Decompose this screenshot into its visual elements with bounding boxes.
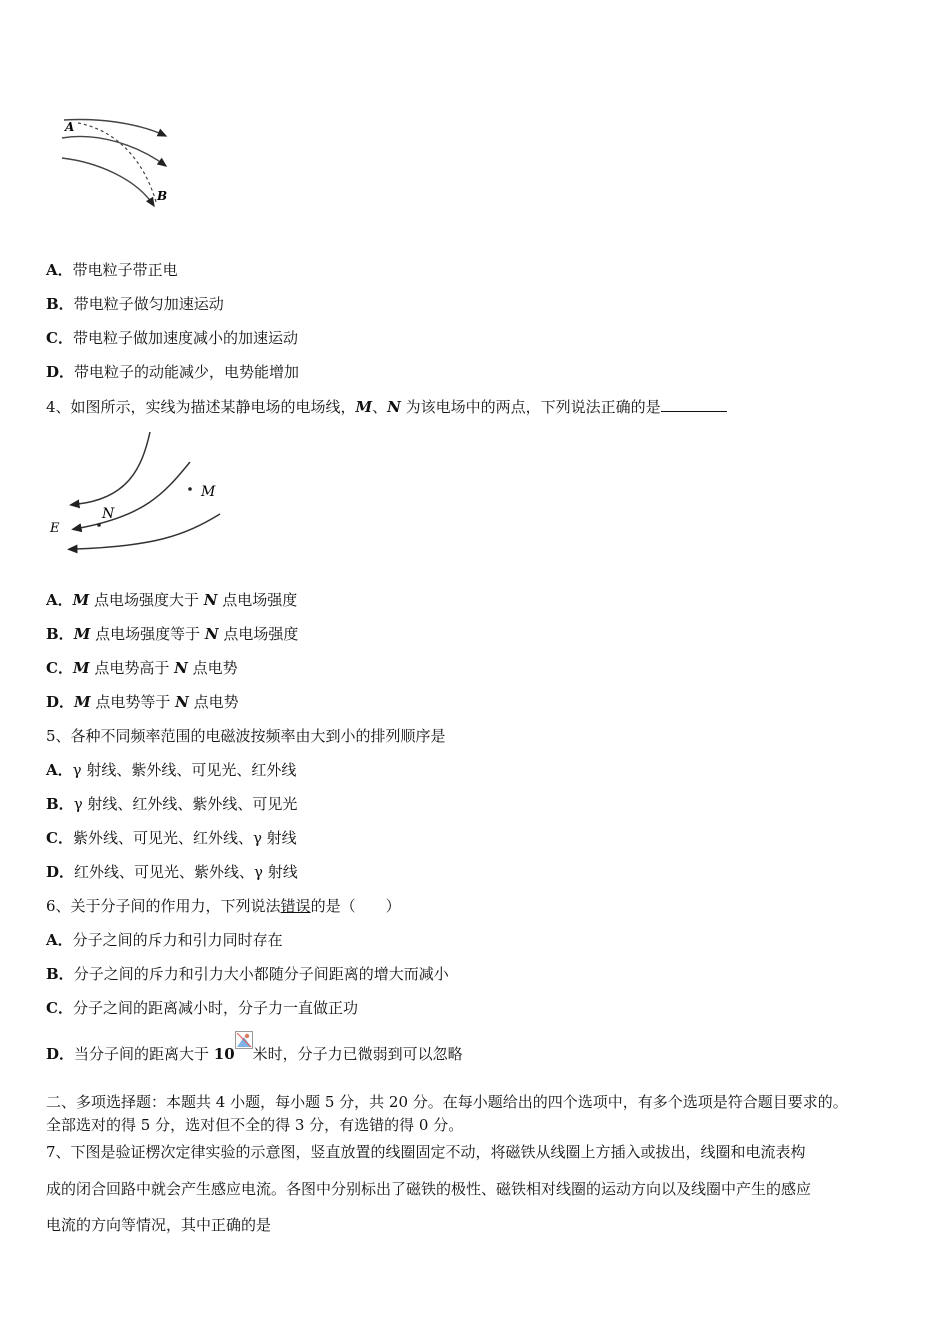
q5-option-b: B．γ 射线、红外线、紫外线、可见光 xyxy=(46,795,298,813)
figure-field-lines-ab xyxy=(56,110,186,220)
q4-option-d: D．M 点电势等于 N 点电势 xyxy=(46,693,239,711)
q5-option-a: A．γ 射线、紫外线、可见光、红外线 xyxy=(46,761,297,779)
trajectory-dashed xyxy=(78,123,156,202)
section2-line2: 全部选对的得 5 分，选对但不全的得 3 分，有选错的得 0 分。 xyxy=(46,1116,464,1134)
field-line-bottom xyxy=(76,514,220,549)
broken-image-icon xyxy=(235,1031,253,1049)
q7-line1: 7、下图是验证楞次定律实验的示意图，竖直放置的线圈固定不动，将磁铁从线圈上方插入或拔出，线圈和电流表构 xyxy=(46,1143,806,1161)
label-n: N xyxy=(102,506,115,522)
q5-stem: 5、各种不同频率范围的电磁波按频率由大到小的排列顺序是 xyxy=(46,727,446,745)
q6-option-c: C．分子之间的距离减小时，分子力一直做正功 xyxy=(46,999,358,1017)
point-m xyxy=(188,487,192,491)
point-n xyxy=(97,523,101,527)
q4-option-a: A．M 点电场强度大于 N 点电场强度 xyxy=(46,591,298,609)
q4-option-c: C．M 点电势高于 N 点电势 xyxy=(46,659,238,677)
section2-line1: 二、多项选择题：本题共 4 小题，每小题 5 分，共 20 分。在每小题给出的四个选项中，有多个选项是符合题目要求的。 xyxy=(46,1093,848,1111)
q6-option-b: B．分子之间的斥力和引力大小都随分子间距离的增大而减小 xyxy=(46,965,449,983)
label-m: M xyxy=(201,484,216,500)
q5-option-d: D．红外线、可见光、紫外线、γ 射线 xyxy=(46,863,298,881)
q3-option-d: D．带电粒子的动能减少，电势能增加 xyxy=(46,363,300,381)
q5-option-c: C．紫外线、可见光、红外线、γ 射线 xyxy=(46,829,297,847)
field-line-2 xyxy=(62,136,166,166)
answer-blank xyxy=(661,397,727,412)
q6-stem: 6、关于分子间的作用力，下列说法错误的是（ ） xyxy=(46,897,401,915)
label-e: E xyxy=(50,521,60,536)
q6-option-a: A．分子之间的斥力和引力同时存在 xyxy=(46,931,283,949)
q7-line3: 电流的方向等情况，其中正确的是 xyxy=(46,1216,272,1234)
field-line-3 xyxy=(62,158,154,206)
label-a: A xyxy=(65,120,75,134)
q7-line2: 成的闭合回路中就会产生感应电流。各图中分别标出了磁铁的极性、磁铁相对线圈的运动方向以及线圈中产生的感应 xyxy=(46,1180,812,1198)
q6-option-d: D．当分子间的距离大于 10 米时，分子力已微弱到可以忽略 xyxy=(46,1043,463,1065)
q3-option-a: A．带电粒子带正电 xyxy=(46,261,178,279)
label-b: B xyxy=(157,189,168,203)
figure-electric-field xyxy=(44,428,234,558)
field-line-top xyxy=(78,432,150,504)
q4-stem: 4、如图所示，实线为描述某静电场的电场线，M、N 为该电场中的两点，下列说法正确的是 xyxy=(46,396,727,418)
field-line-1 xyxy=(64,120,166,136)
q3-option-b: B．带电粒子做匀加速运动 xyxy=(46,295,224,313)
q3-option-c: C．带电粒子做加速度减小的加速运动 xyxy=(46,329,298,347)
q4-option-b: B．M 点电场强度等于 N 点电场强度 xyxy=(46,625,299,643)
